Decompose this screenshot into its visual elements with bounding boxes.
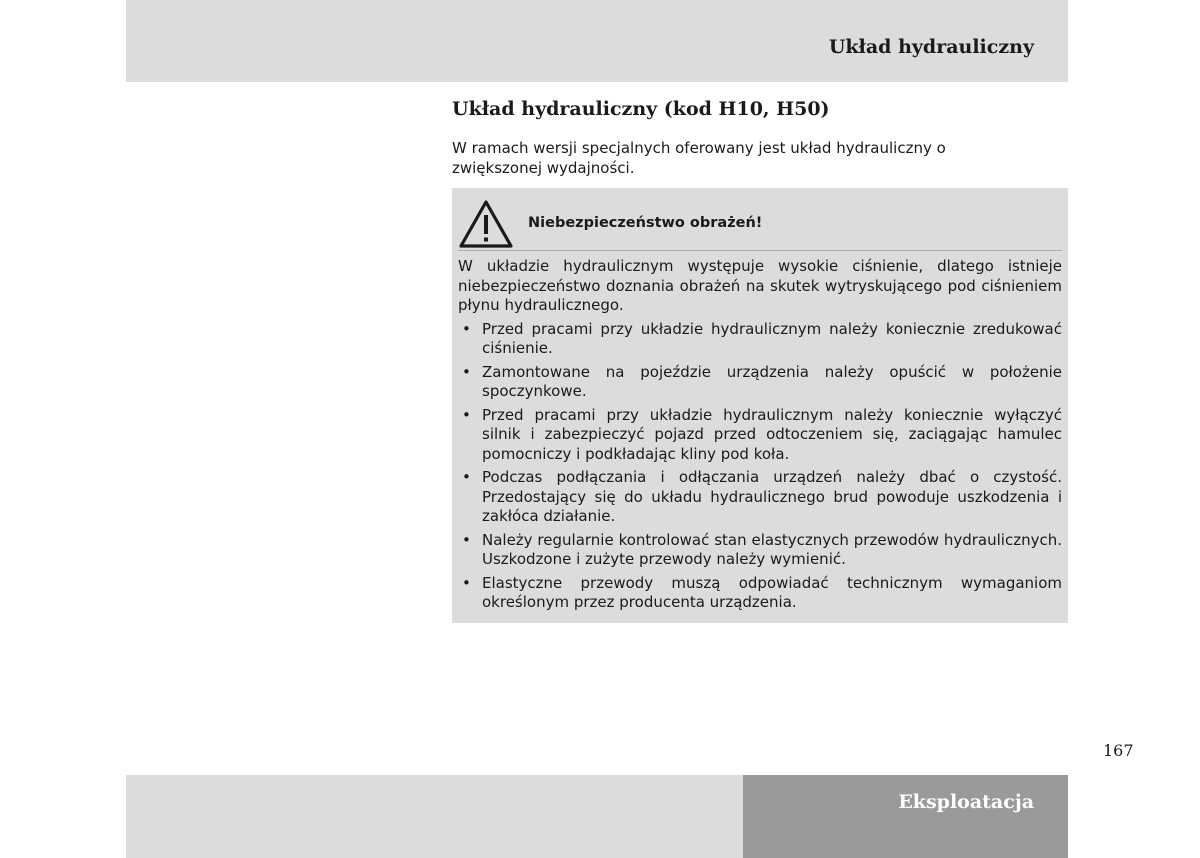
bullet-icon: • <box>462 405 471 424</box>
section-heading <box>452 96 1068 122</box>
header-band <box>126 0 1068 82</box>
list-item-text: Należy regularnie kontrolować stan elastycznych przewodów hydraulicznych. Uszkodzone i zużyte przewody należy wymienić. <box>482 530 1062 568</box>
footer-section-tab <box>743 775 1068 858</box>
warning-header <box>458 198 1062 251</box>
bullet-icon: • <box>462 468 471 486</box>
page-number: 167 <box>1103 741 1134 760</box>
bullet-icon: • <box>462 573 471 592</box>
warning-bullet-list <box>458 320 1062 613</box>
list-item-text: Elastyczne przewody muszą odpowiadać technicznym wymaganiom określonym przez producenta urządzenia. <box>482 573 1062 611</box>
bullet-icon: • <box>462 362 471 381</box>
list-item-text: Zamontowane na pojeździe urządzenia należy opuścić w położenie spoczynkowe. <box>482 362 1062 400</box>
section-heading-code: (kod H10, H50) <box>657 98 830 120</box>
list-item <box>458 574 1062 613</box>
list-item <box>458 531 1062 570</box>
header-title: Układ hydrauliczny <box>828 36 1034 58</box>
list-item <box>458 320 1062 359</box>
warning-title: Niebezpieczeństwo obrażeń! <box>528 215 763 232</box>
list-item <box>458 468 1062 527</box>
section-heading-bold: Układ hydrauliczny <box>452 98 658 120</box>
warning-triangle-icon <box>458 199 514 249</box>
list-item-text: Przed pracami przy układzie hydraulicznym należy koniecznie wyłączyć silnik i zabezpieczyć pojazd przed odtoczeniem się, zaciągając hamulec pomocniczy i podkładając kliny pod koła. <box>482 405 1062 463</box>
list-item <box>458 406 1062 465</box>
main-content <box>452 96 1068 623</box>
list-item-text: Podczas podłączania i odłączania urządzeń należy dbać o czystość. Przedostający się do układu hydraulicznego brud powoduje uszkodzenia i zakłóca działanie. <box>482 468 1062 525</box>
list-item <box>458 363 1062 402</box>
warning-box <box>452 188 1068 623</box>
intro-paragraph: W ramach wersji specjalnych oferowany jest układ hydrauliczny o zwiększonej wydajności. <box>452 139 946 177</box>
bullet-icon: • <box>462 319 471 338</box>
footer-band <box>126 775 743 858</box>
list-item-text: Przed pracami przy układzie hydraulicznym należy koniecznie zredukować ciśnienie. <box>482 319 1062 357</box>
bullet-icon: • <box>462 530 471 549</box>
warning-body: W układzie hydraulicznym występuje wysokie ciśnienie, dlatego istnieje niebezpieczeństwo doznania obrażeń na skutek wytryskującego pod ciśnieniem płynu hydraulicznego. <box>458 257 1062 314</box>
footer-section-label: Eksploatacja <box>898 791 1034 813</box>
